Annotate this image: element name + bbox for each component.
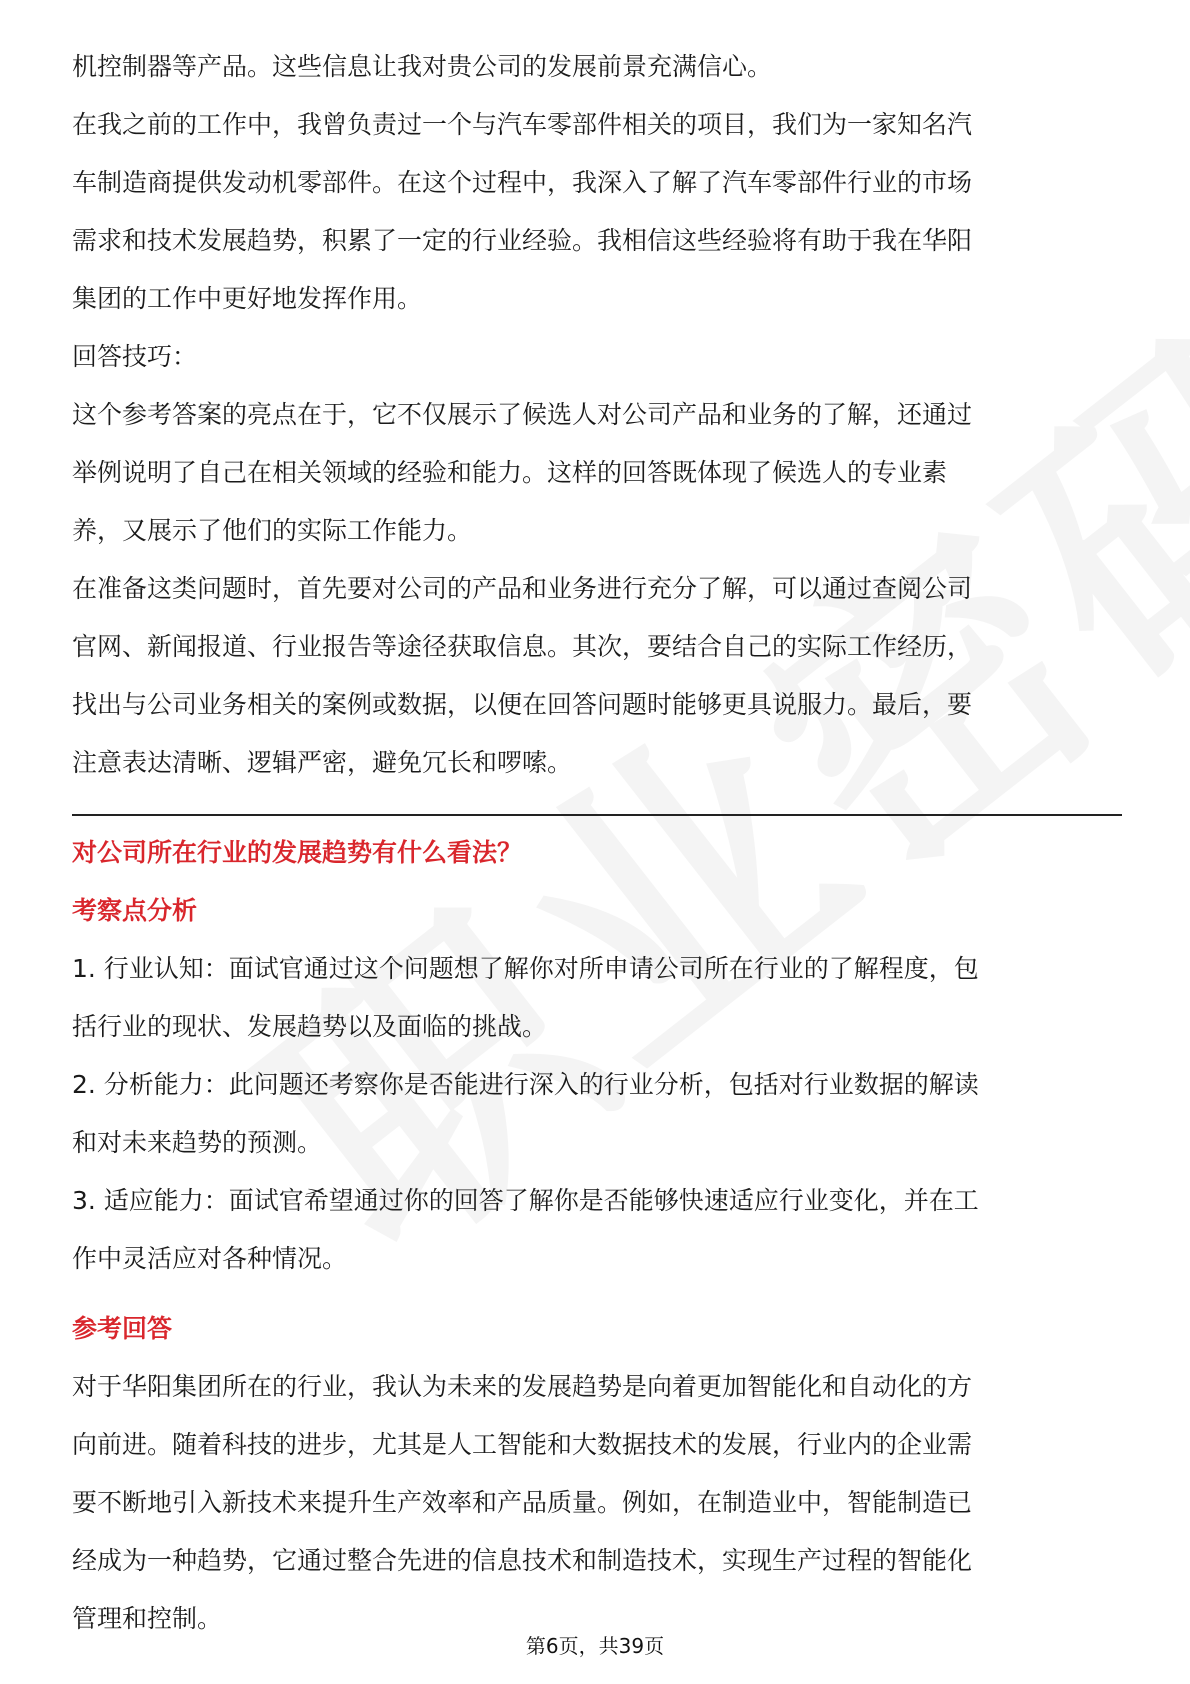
question-title: 对公司所在行业的发展趋势有什么看法？ — [72, 838, 523, 867]
intro-section — [72, 38, 1122, 792]
text-line: 集团的工作中更好地发挥作用。 — [72, 284, 423, 313]
analysis-heading: 考察点分析 — [72, 896, 198, 925]
text-line: 养，又展示了他们的实际工作能力。 — [72, 516, 473, 545]
answer-line: 要不断地引入新技术来提升生产效率和产品质量。例如，在制造业中，智能制造已 — [72, 1488, 973, 1517]
page-content — [72, 38, 1122, 1648]
answer-heading: 参考回答 — [72, 1314, 173, 1343]
answer-line: 管理和控制。 — [72, 1604, 223, 1633]
text-line: 举例说明了自己在相关领域的经验和能力。这样的回答既体现了候选人的专业素 — [72, 458, 948, 487]
answer-body — [72, 1358, 1122, 1648]
text-line: 找出与公司业务相关的案例或数据，以便在回答问题时能够更具说服力。最后，要 — [72, 690, 973, 719]
analysis-line: 1. 行业认知：面试官通过这个问题想了解你对所申请公司所在行业的了解程度，包 — [72, 954, 979, 983]
spacer — [72, 1288, 1122, 1300]
text-line: 官网、新闻报道、行业报告等途径获取信息。其次，要结合自己的实际工作经历， — [72, 632, 973, 661]
text-line: 在准备这类问题时，首先要对公司的产品和业务进行充分了解，可以通过查阅公司 — [72, 574, 973, 603]
text-line: 需求和技术发展趋势，积累了一定的行业经验。我相信这些经验将有助于我在华阳 — [72, 226, 973, 255]
analysis-line: 括行业的现状、发展趋势以及面临的挑战。 — [72, 1012, 548, 1041]
answer-line: 向前进。随着科技的进步，尤其是人工智能和大数据技术的发展，行业内的企业需 — [72, 1430, 973, 1459]
section-divider — [72, 814, 1122, 816]
page-number: 第6页，共39页 — [525, 1634, 665, 1658]
text-line: 在我之前的工作中，我曾负责过一个与汽车零部件相关的项目，我们为一家知名汽 — [72, 110, 973, 139]
answer-line: 对于华阳集团所在的行业，我认为未来的发展趋势是向着更加智能化和自动化的方 — [72, 1372, 973, 1401]
answer-line: 经成为一种趋势，它通过整合先进的信息技术和制造技术，实现生产过程的智能化 — [72, 1546, 973, 1575]
text-line: 注意表达清晰、逻辑严密，避免冗长和啰嗦。 — [72, 748, 573, 777]
text-line: 车制造商提供发动机零部件。在这个过程中，我深入了解了汽车零部件行业的市场 — [72, 168, 973, 197]
analysis-line: 和对未来趋势的预测。 — [72, 1128, 323, 1157]
answer-tips-label: 回答技巧： — [72, 342, 198, 371]
analysis-line: 作中灵活应对各种情况。 — [72, 1244, 348, 1273]
text-line: 机控制器等产品。这些信息让我对贵公司的发展前景充满信心。 — [72, 52, 773, 81]
analysis-list — [72, 940, 1122, 1288]
analysis-line: 2. 分析能力：此问题还考察你是否能进行深入的行业分析，包括对行业数据的解读 — [72, 1070, 979, 1099]
text-line: 这个参考答案的亮点在于，它不仅展示了候选人对公司产品和业务的了解，还通过 — [72, 400, 973, 429]
question-section — [72, 824, 1122, 1648]
analysis-line: 3. 适应能力：面试官希望通过你的回答了解你是否能够快速适应行业变化，并在工 — [72, 1186, 979, 1215]
